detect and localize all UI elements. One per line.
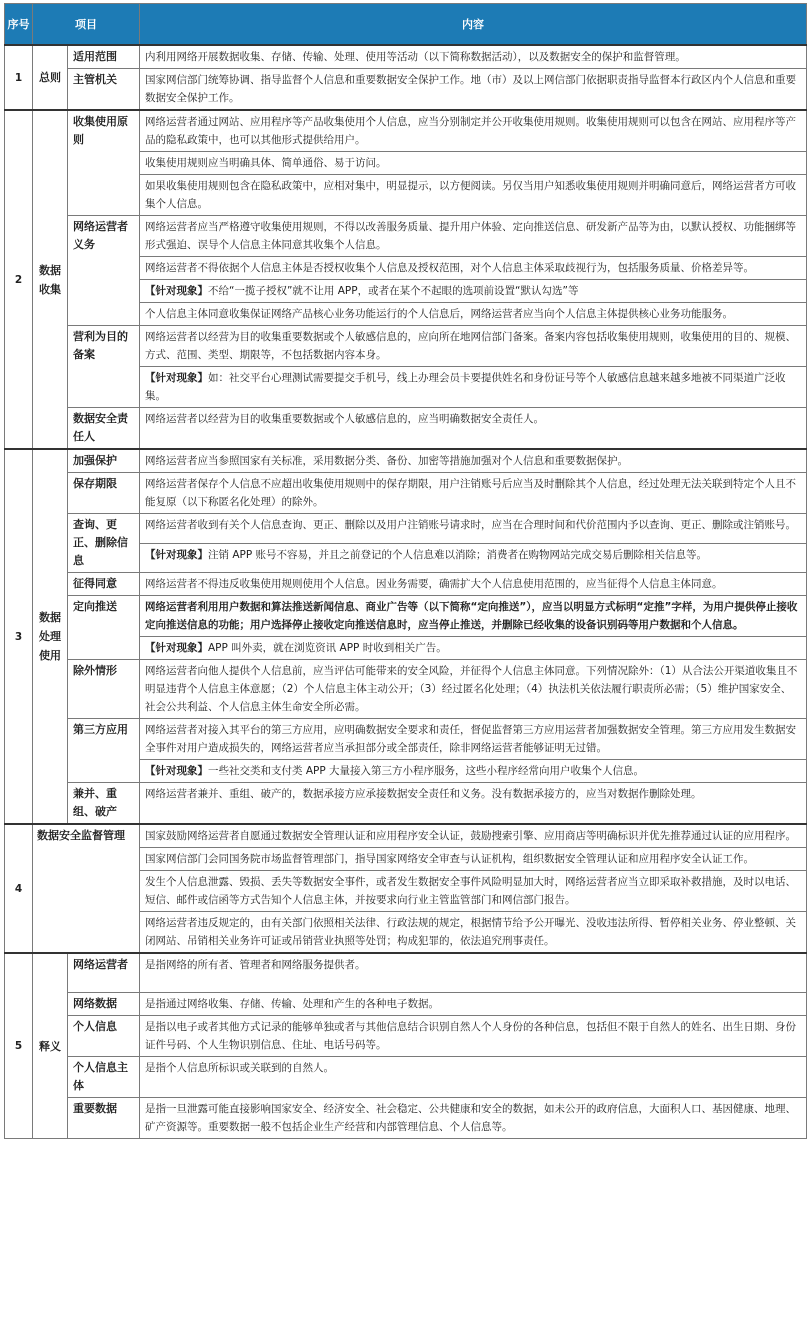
item-content: 网络运营者利用用户数据和算法推送新闻信息、商业广告等（以下简称“定向推送”），应当以明显方式标明“定推”字样，为用户提供停止接收定向推送信息的功能；用户选择停止接收定向推送信息时，应当停止推送，并删除已经收集的设备识别码等用户数据和个人信息。 bbox=[140, 596, 807, 637]
phenomenon-label: 【针对现象】 bbox=[145, 765, 208, 777]
item-content: 网络运营者兼并、重组、破产的，数据承接方应承接数据安全责任和义务。没有数据承接方的，应当对数据作删除处理。 bbox=[140, 783, 807, 825]
section-seq: 1 bbox=[5, 45, 33, 110]
item-label: 收集使用原则 bbox=[68, 110, 140, 216]
item-content: 内利用网络开展数据收集、存储、传输、处理、使用等活动（以下简称数据活动），以及数据安全的保护和监督管理。 bbox=[140, 45, 807, 69]
phenomenon-note bbox=[140, 637, 807, 660]
table-row bbox=[5, 45, 807, 69]
phenomenon-note bbox=[140, 367, 807, 408]
table-row bbox=[5, 1016, 807, 1057]
phenomenon-text: APP 叫外卖，就在浏览资讯 APP 时收到相关广告。 bbox=[208, 642, 447, 654]
section-category: 释义 bbox=[33, 953, 68, 1139]
item-content: 是指以电子或者其他方式记录的能够单独或者与其他信息结合识别自然人个人身份的各种信息，包括但不限于自然人的姓名、出生日期、身份证件号码、个人生物识别信息、住址、电话号码等。 bbox=[140, 1016, 807, 1057]
table-row bbox=[5, 783, 807, 825]
regulation-table bbox=[4, 3, 807, 1139]
item-content: 网络运营者不得依据个人信息主体是否授权收集个人信息及授权范围，对个人信息主体采取歧视行为，包括服务质量、价格差异等。 bbox=[140, 257, 807, 280]
item-label: 营利为目的备案 bbox=[68, 326, 140, 408]
item-content: 收集使用规则应当明确具体、简单通俗、易于访问。 bbox=[140, 152, 807, 175]
phenomenon-text: 不给“一揽子授权”就不让用 APP，或者在某个不起眼的选项前设置“默认勾选”等 bbox=[208, 285, 579, 297]
phenomenon-note bbox=[140, 543, 807, 573]
item-label: 除外情形 bbox=[68, 660, 140, 719]
item-label: 保存期限 bbox=[68, 473, 140, 514]
item-label: 重要数据 bbox=[68, 1098, 140, 1139]
item-content: 网络运营者以经营为目的收集重要数据或个人敏感信息的，应当明确数据安全责任人。 bbox=[140, 408, 807, 450]
table-row bbox=[5, 1098, 807, 1139]
item-content: 网络运营者向他人提供个人信息前，应当评估可能带来的安全风险，并征得个人信息主体同意。下列情况除外：（1）从合法公开渠道收集且不明显违背个人信息主体意愿；（2）个人信息主体主动公开；（3）经过匿名化处理；（4）执法机关依法履行职责所必需；（5）维护国家安全、社会公共利益、个人信息主体生命安全所必需。 bbox=[140, 660, 807, 719]
section-category: 数据处理使用 bbox=[33, 449, 68, 824]
item-content: 个人信息主体同意收集保证网络产品核心业务功能运行的个人信息后，网络运营者应当向个人信息主体提供核心业务功能服务。 bbox=[140, 303, 807, 326]
table-row bbox=[5, 514, 807, 544]
item-label: 定向推送 bbox=[68, 596, 140, 660]
item-label: 个人信息主体 bbox=[68, 1057, 140, 1098]
item-content: 是指网络的所有者、管理者和网络服务提供者。 bbox=[140, 953, 807, 993]
item-label: 主管机关 bbox=[68, 69, 140, 111]
item-label: 兼并、重组、破产 bbox=[68, 783, 140, 825]
section-category: 数据收集 bbox=[33, 110, 68, 449]
table-row bbox=[5, 326, 807, 367]
item-content: 网络运营者通过网站、应用程序等产品收集使用个人信息，应当分别制定并公开收集使用规则。收集使用规则可以包含在网站、应用程序等产品的隐私政策中，也可以其他形式提供给用户。 bbox=[140, 110, 807, 152]
item-content: 是指个人信息所标识或关联到的自然人。 bbox=[140, 1057, 807, 1098]
table-row bbox=[5, 449, 807, 473]
item-label: 加强保护 bbox=[68, 449, 140, 473]
table-row bbox=[5, 719, 807, 760]
table-header-row bbox=[5, 4, 807, 46]
item-content: 国家鼓励网络运营者自愿通过数据安全管理认证和应用程序安全认证，鼓励搜索引擎、应用商店等明确标识并优先推荐通过认证的应用程序。 bbox=[140, 824, 807, 848]
header-item: 项目 bbox=[33, 4, 140, 46]
item-content: 国家网信部门会同国务院市场监督管理部门，指导国家网络安全审查与认证机构，组织数据安全管理认证和应用程序安全认证工作。 bbox=[140, 848, 807, 871]
item-label: 数据安全责任人 bbox=[68, 408, 140, 450]
item-content: 如果收集使用规则包含在隐私政策中，应相对集中，明显提示，以方便阅读。另仅当用户知悉收集使用规则并明确同意后，网络运营者方可收集个人信息。 bbox=[140, 175, 807, 216]
table-row bbox=[5, 1057, 807, 1098]
table-row bbox=[5, 408, 807, 450]
table-row bbox=[5, 953, 807, 993]
table-row bbox=[5, 993, 807, 1016]
phenomenon-text: 注销 APP 账号不容易，并且之前登记的个人信息难以消除；消费者在购物网站完成交易后删除相关信息等。 bbox=[208, 548, 708, 561]
item-content: 网络运营者应当严格遵守收集使用规则，不得以改善服务质量、提升用户体验、定向推送信息、研发新产品等为由，以默认授权、功能捆绑等形式强迫、误导个人信息主体同意其收集个人信息。 bbox=[140, 216, 807, 257]
item-content: 是指通过网络收集、存储、传输、处理和产生的各种电子数据。 bbox=[140, 993, 807, 1016]
item-content: 网络运营者以经营为目的收集重要数据或个人敏感信息的，应向所在地网信部门备案。备案内容包括收集使用规则，收集使用的目的、规模、方式、范围、类型、期限等，不包括数据内容本身。 bbox=[140, 326, 807, 367]
header-content: 内容 bbox=[140, 4, 807, 46]
item-label: 征得同意 bbox=[68, 573, 140, 596]
item-label: 第三方应用 bbox=[68, 719, 140, 783]
item-content: 发生个人信息泄露、毁损、丢失等数据安全事件，或者发生数据安全事件风险明显加大时，网络运营者应当立即采取补救措施，及时以电话、短信、邮件或信函等方式告知个人信息主体，并按要求向行业主管监管部门和网信部门报告。 bbox=[140, 871, 807, 912]
item-label: 个人信息 bbox=[68, 1016, 140, 1057]
phenomenon-text: 一些社交类和支付类 APP 大量接入第三方小程序服务，这些小程序经常向用户收集个人信息。 bbox=[208, 765, 645, 777]
section-seq: 4 bbox=[5, 824, 33, 953]
item-label: 网络运营者 bbox=[68, 953, 140, 993]
item-content: 是指一旦泄露可能直接影响国家安全、经济安全、社会稳定、公共健康和安全的数据，如未公开的政府信息，大面积人口、基因健康、地理、矿产资源等。重要数据一般不包括企业生产经营和内部管理信息、个人信息等。 bbox=[140, 1098, 807, 1139]
item-content: 网络运营者收到有关个人信息查询、更正、删除以及用户注销账号请求时，应当在合理时间和代价范围内予以查询、更正、删除或注销账号。 bbox=[140, 514, 807, 544]
table-row bbox=[5, 573, 807, 596]
item-content: 网络运营者应当参照国家有关标准，采用数据分类、备份、加密等措施加强对个人信息和重要数据保护。 bbox=[140, 449, 807, 473]
table-row bbox=[5, 596, 807, 637]
phenomenon-label: 【针对现象】 bbox=[145, 372, 208, 384]
item-content: 网络运营者不得违反收集使用规则使用个人信息。因业务需要，确需扩大个人信息使用范围的，应当征得个人信息主体同意。 bbox=[140, 573, 807, 596]
item-content: 网络运营者对接入其平台的第三方应用，应明确数据安全要求和责任，督促监督第三方应用运营者加强数据安全管理。第三方应用发生数据安全事件对用户造成损失的，网络运营者应当承担部分或全部责任，除非网络运营者能够证明无过错。 bbox=[140, 719, 807, 760]
phenomenon-text: 如：社交平台心理测试需要提交手机号，线上办理会员卡要提供姓名和身份证号等个人敏感信息越来越多地被不同渠道广泛收集。 bbox=[145, 372, 786, 402]
phenomenon-label: 【针对现象】 bbox=[145, 642, 208, 654]
table-row bbox=[5, 824, 807, 848]
table-row bbox=[5, 69, 807, 111]
section-category: 总则 bbox=[33, 45, 68, 110]
item-content: 网络运营者保存个人信息不应超出收集使用规则中的保存期限，用户注销账号后应当及时删除其个人信息，经过处理无法关联到特定个人且不能复原（以下称匿名化处理）的除外。 bbox=[140, 473, 807, 514]
section-seq: 3 bbox=[5, 449, 33, 824]
table-row bbox=[5, 660, 807, 719]
section-seq: 5 bbox=[5, 953, 33, 1139]
table-row bbox=[5, 216, 807, 257]
item-content: 网络运营者违反规定的，由有关部门依照相关法律、行政法规的规定，根据情节给予公开曝光、没收违法所得、暂停相关业务、停业整顿、关闭网站、吊销相关业务许可证或吊销营业执照等处罚；构成犯罪的，依法追究刑事责任。 bbox=[140, 912, 807, 954]
item-label: 适用范围 bbox=[68, 45, 140, 69]
phenomenon-label: 【针对现象】 bbox=[145, 285, 208, 297]
phenomenon-note bbox=[140, 760, 807, 783]
header-seq: 序号 bbox=[5, 4, 33, 46]
item-content: 国家网信部门统筹协调、指导监督个人信息和重要数据安全保护工作。地（市）及以上网信部门依据职责指导监督本行政区内个人信息和重要数据安全保护工作。 bbox=[140, 69, 807, 111]
item-label: 查询、更正、删除信息 bbox=[68, 514, 140, 573]
table-row bbox=[5, 110, 807, 152]
table-row bbox=[5, 473, 807, 514]
item-label: 网络运营者义务 bbox=[68, 216, 140, 326]
phenomenon-note bbox=[140, 280, 807, 303]
section-seq: 2 bbox=[5, 110, 33, 449]
section-category: 数据安全监督管理 bbox=[33, 824, 140, 953]
item-label: 网络数据 bbox=[68, 993, 140, 1016]
phenomenon-label: 【针对现象】 bbox=[145, 548, 208, 561]
